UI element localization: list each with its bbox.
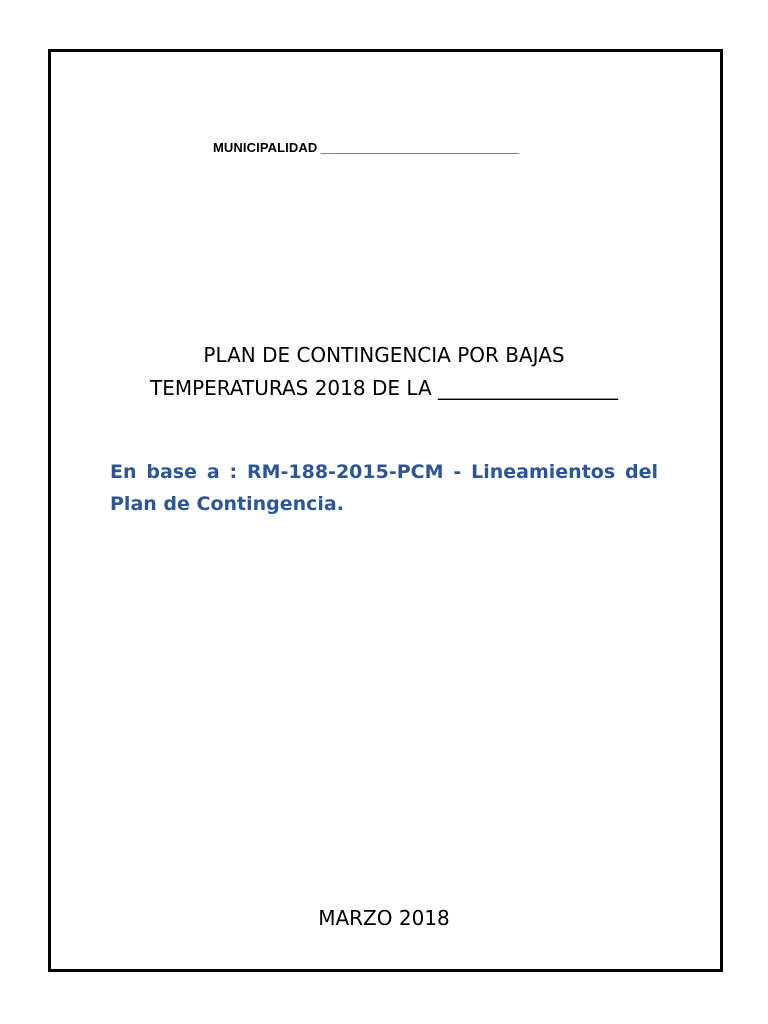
document-title-line-1: PLAN DE CONTINGENCIA POR BAJAS [203, 343, 565, 367]
document-title-line-2: TEMPERATURAS 2018 DE LA __________________ [150, 376, 618, 400]
document-date: MARZO 2018 [318, 906, 450, 930]
legal-basis-line-2: Plan de Contingencia. [110, 493, 344, 515]
municipality-header: MUNICIPALIDAD ___________________________ [213, 140, 519, 155]
legal-basis-line-1: En base a : RM-188-2015-PCM - Lineamientos del [110, 461, 658, 483]
